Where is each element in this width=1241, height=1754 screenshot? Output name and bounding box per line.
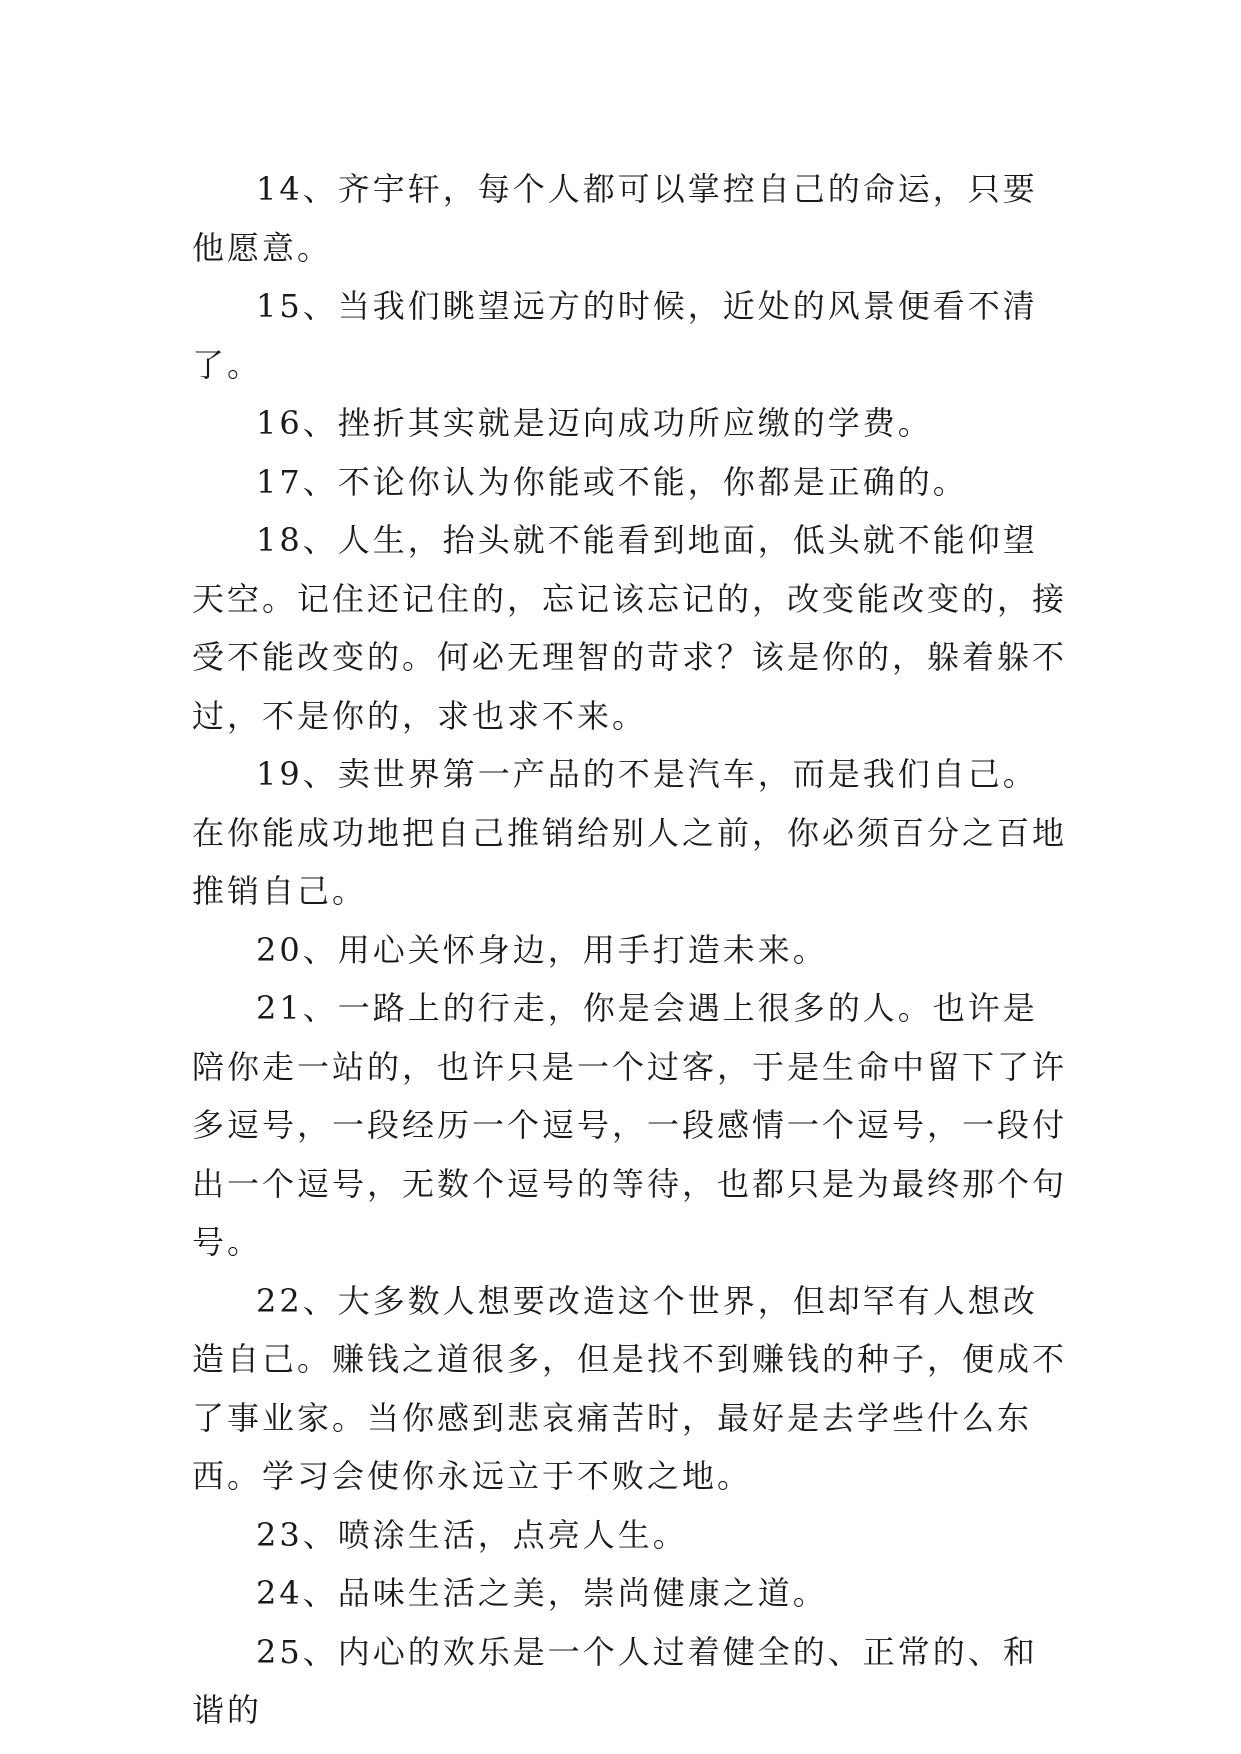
quote-14: 14、齐宇轩，每个人都可以掌控自己的命运，只要他愿意。 (192, 170, 1038, 267)
quote-22: 22、大多数人想要改造这个世界，但却罕有人想改造自己。赚钱之道很多，但是找不到赚钱的种子，便成不了事业家。当你感到悲哀痛苦时，最好是去学些什么东西。学习会使你永远立于不败之地。 (192, 1281, 1068, 1495)
quote-list (192, 160, 1072, 1740)
quote-20: 20、用心关怀身边，用手打造未来。 (256, 930, 828, 969)
quote-18: 18、人生，抬头就不能看到地面，低头就不能仰望天空。记住还记住的，忘记该忘记的，改变能改变的，接受不能改变的。何必无理智的苛求？该是你的，躲着躲不过，不是你的，求也求不来。 (192, 521, 1068, 735)
quote-23: 23、喷涂生活，点亮人生。 (256, 1515, 688, 1554)
quote-24: 24、品味生活之美，崇尚健康之道。 (256, 1574, 828, 1612)
quote-21: 21、一路上的行走，你是会遇上很多的人。也许是陪你走一站的，也许只是一个过客，于是生命中留下了许多逗号，一段经历一个逗号，一段感情一个逗号，一段付出一个逗号，无数个逗号的等待，也都只是为最终那个句号。 (192, 989, 1068, 1261)
quote-16: 16、挫折其实就是迈向成功所应缴的学费。 (256, 404, 933, 442)
quote-17: 17、不论你认为你能或不能，你都是正确的。 (256, 462, 968, 501)
quote-19: 19、卖世界第一产品的不是汽车，而是我们自己。在你能成功地把自己推销给别人之前，你必须百分之百地推销自己。 (192, 755, 1068, 910)
quote-15: 15、当我们眺望远方的时候，近处的风景便看不清了。 (192, 287, 1038, 384)
quote-25: 25、内心的欢乐是一个人过着健全的、正常的、和谐的 (192, 1632, 1038, 1729)
